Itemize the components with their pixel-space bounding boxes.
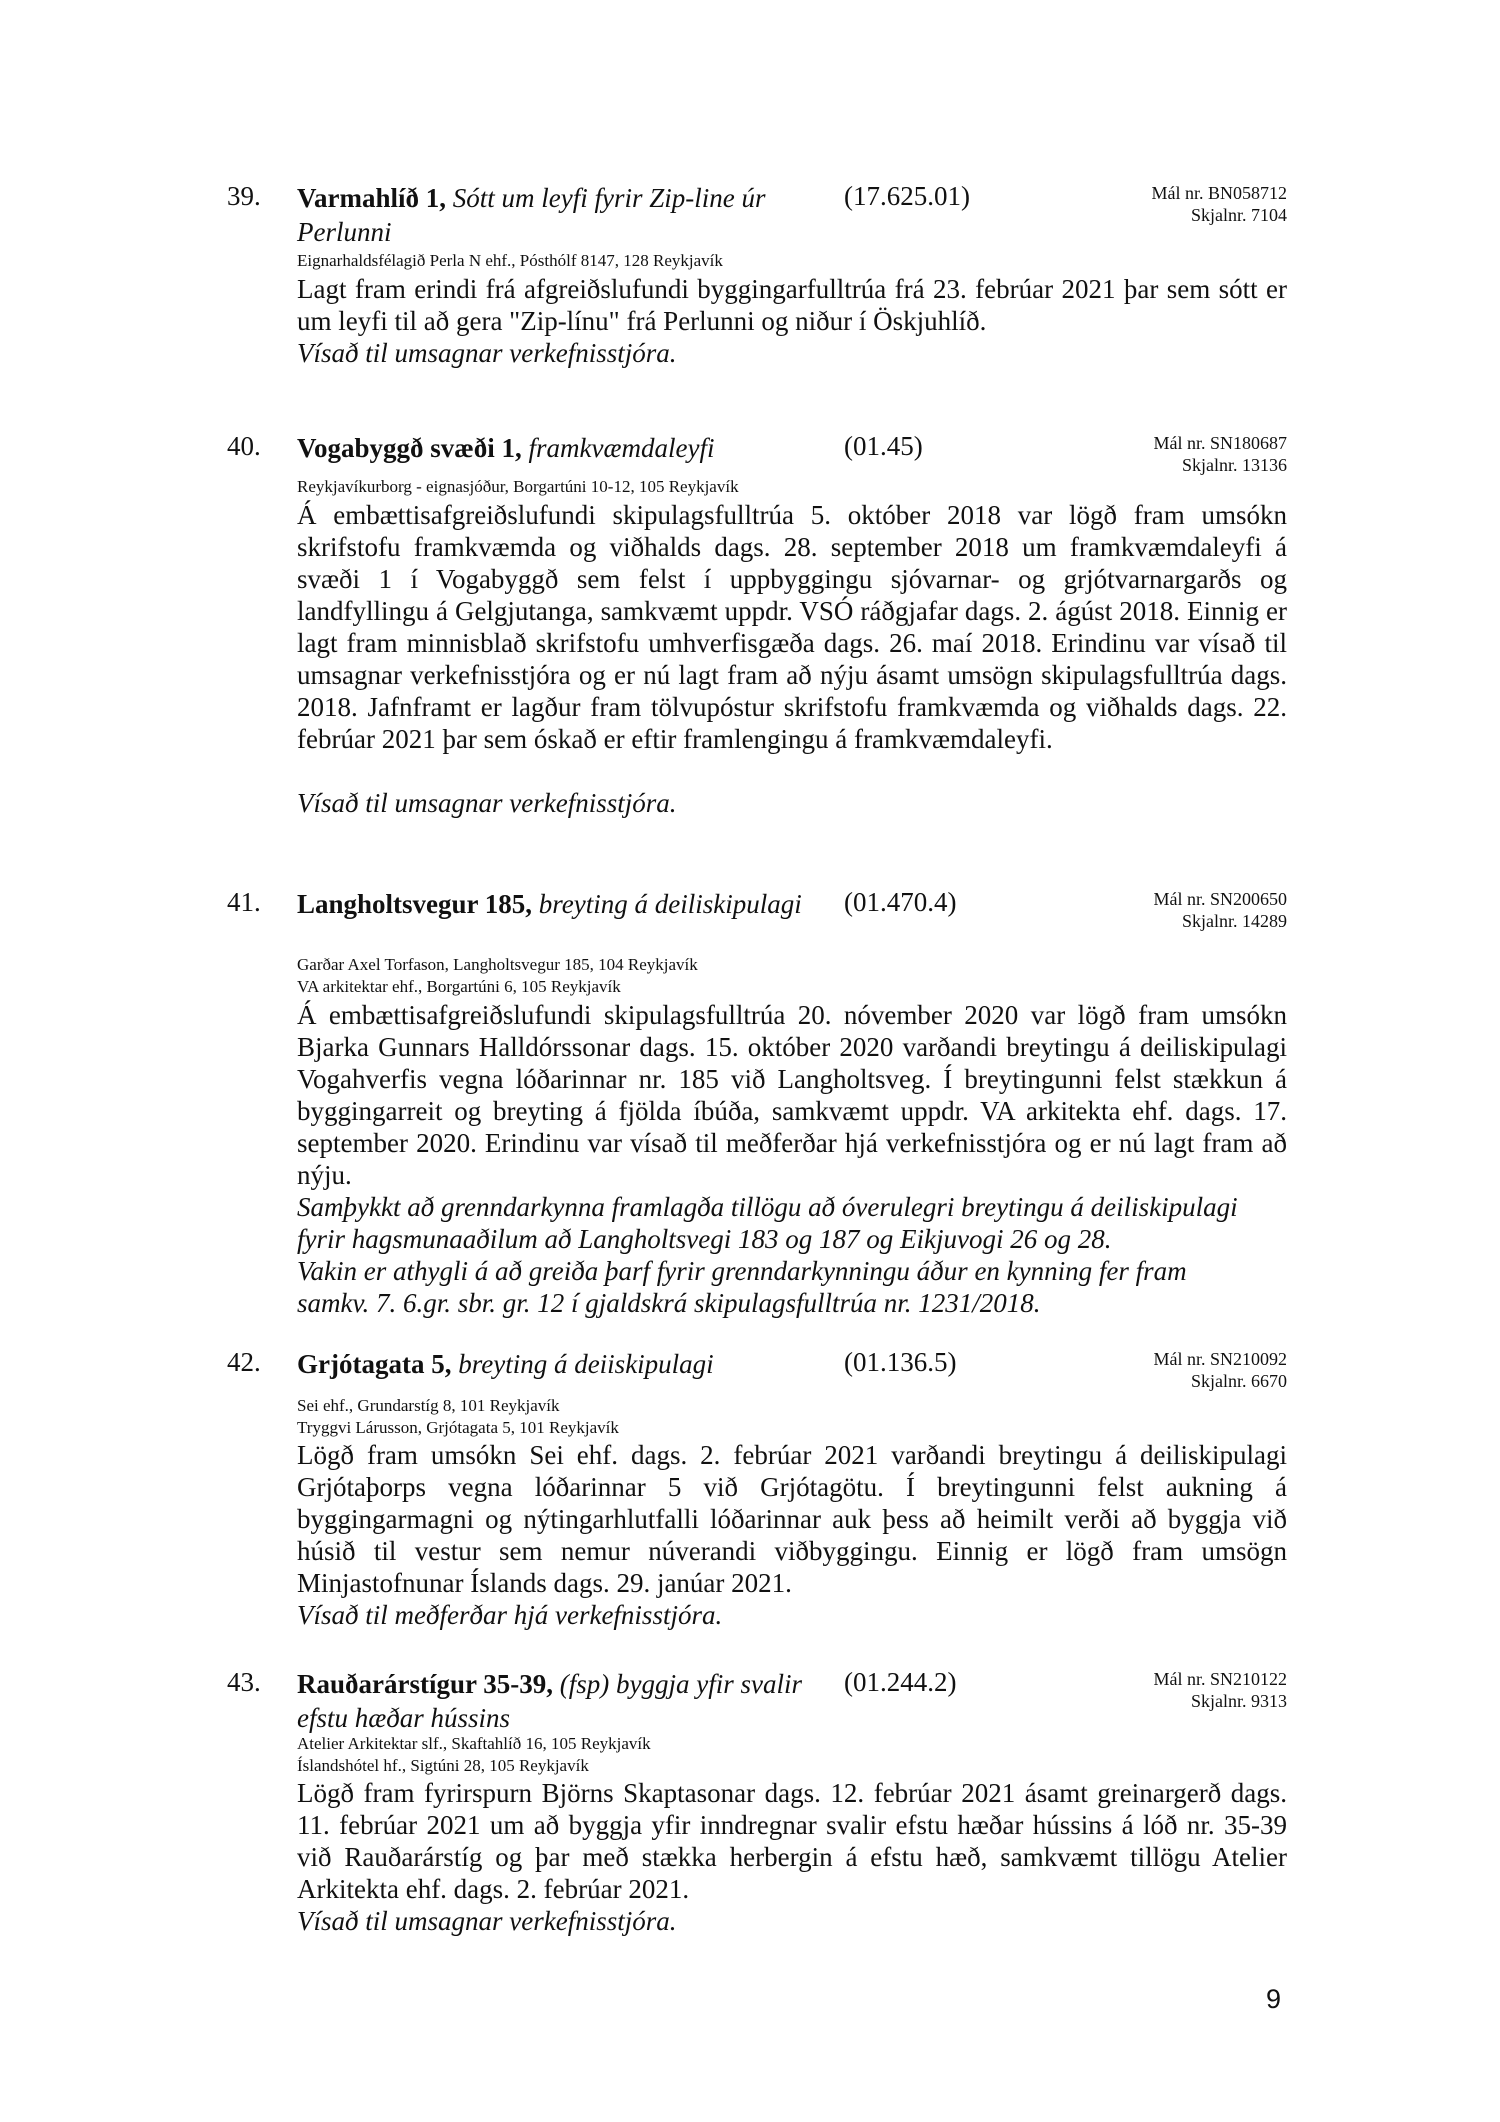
item-conclusion — [297, 1905, 1287, 1937]
item-body: Á embættisafgreiðslufundi skipulagsfulltrúa 20. nóvember 2020 var lögð fram umsókn Bjarka Gunnars Halldórssonar dags. 15. október 2020 varðandi breytingu á deiliskipulagi Vogahverfis vegna lóðarinnar nr. 185 við Langholtsveg. Í breytingunni felst stækkun á byggingarreit og breyting á fjölda íbúða, samkvæmt uppdr. VA arkitekta ehf. dags. 17. september 2020. Erindinu var vísað til meðferðar hjá verkefnisstjóra og er nú lagt fram að nýju. — [297, 1000, 1287, 1190]
item-subtitle: framkvæmdaleyfi — [528, 433, 715, 463]
party-line: Eignarhaldsfélagið Perla N ehf., Pósthólf 8147, 128 Reykjavík — [297, 251, 723, 270]
conclusion-line: Vísað til meðferðar hjá verkefnisstjóra. — [297, 1600, 723, 1630]
party-line: Garðar Axel Torfason, Langholtsvegur 185, 104 Reykjavík — [297, 955, 698, 974]
item-heading — [297, 887, 807, 921]
item-heading — [297, 1667, 807, 1735]
item-number: 42. — [227, 1347, 261, 1377]
party-line: Sei ehf., Grundarstíg 8, 101 Reykjavík — [297, 1396, 560, 1415]
case-number: Mál nr. SN210122 — [1153, 1669, 1287, 1689]
item-title: Langholtsvegur 185, — [297, 889, 533, 919]
item-land-code: (01.244.2) — [844, 1667, 957, 1697]
item-case-meta — [1153, 432, 1287, 476]
party-line: Reykjavíkurborg - eignasjóður, Borgartúni 10-12, 105 Reykjavík — [297, 477, 739, 496]
party-line: VA arkitektar ehf., Borgartúni 6, 105 Reykjavík — [297, 977, 621, 996]
item-title: Rauðarárstígur 35-39, — [297, 1669, 553, 1699]
page-number: 9 — [1266, 1984, 1282, 2014]
item-conclusion — [297, 1599, 1287, 1631]
item-number: 39. — [227, 181, 261, 211]
item-case-meta — [1153, 888, 1287, 932]
item-title: Varmahlíð 1, — [297, 183, 447, 213]
document-number: Skjalnr. 9313 — [1190, 1691, 1287, 1711]
conclusion-line: Samþykkt að grenndarkynna framlagða tillögu að óverulegri breytingu á deiliskipulagi — [297, 1192, 1238, 1222]
item-subtitle: (fsp) byggja yfir svalir efstu hæðar hússins — [297, 1669, 802, 1733]
item-parties — [297, 250, 723, 272]
item-heading — [297, 1347, 807, 1381]
item-land-code: (01.45) — [844, 431, 923, 461]
conclusion-line: fyrir hagsmunaaðilum að Langholtsvegi 183 og 187 og Eikjuvogi 26 og 28. — [297, 1224, 1112, 1254]
item-conclusion — [297, 1191, 1287, 1319]
conclusion-line: Vísað til umsagnar verkefnisstjóra. — [297, 788, 677, 818]
conclusion-line: Vísað til umsagnar verkefnisstjóra. — [297, 1906, 677, 1936]
item-subtitle: breyting á deiliskipulagi — [538, 889, 802, 919]
item-heading — [297, 181, 807, 249]
item-subtitle: breyting á deiiskipulagi — [458, 1349, 714, 1379]
conclusion-line: Vísað til umsagnar verkefnisstjóra. — [297, 338, 677, 368]
item-conclusion — [297, 787, 1287, 819]
item-land-code: (01.136.5) — [844, 1347, 957, 1377]
case-number: Mál nr. BN058712 — [1151, 183, 1287, 203]
item-parties — [297, 1395, 619, 1439]
item-body: Lagt fram erindi frá afgreiðslufundi byggingarfulltrúa frá 23. febrúar 2021 þar sem sótt er um leyfi til að gera "Zip-línu" frá Perlunni og niður í Öskjuhlíð. — [297, 274, 1287, 336]
item-number: 43. — [227, 1667, 261, 1697]
item-conclusion — [297, 337, 1287, 369]
item-body: Lögð fram fyrirspurn Björns Skaptasonar dags. 12. febrúar 2021 ásamt greinargerð dags. 11. febrúar 2021 um að byggja yfir inndregnar svalir efstu hæðar hússins á lóð nr. 35-39 við Rauðarárstíg og þar með stækka herbergin á efstu hæð, samkvæmt tillögu Atelier Arkitekta ehf. dags. 2. febrúar 2021. — [297, 1778, 1287, 1904]
item-parties — [297, 1733, 651, 1777]
document-number: Skjalnr. 6670 — [1190, 1371, 1287, 1391]
item-parties — [297, 476, 739, 498]
conclusion-line: Vakin er athygli á að greiða þarf fyrir grenndarkynningu áður en kynning fer fram — [297, 1256, 1187, 1286]
item-land-code: (01.470.4) — [844, 887, 957, 917]
party-line: Íslandshótel hf., Sigtúni 28, 105 Reykjavík — [297, 1756, 589, 1775]
document-number: Skjalnr. 14289 — [1181, 911, 1287, 931]
item-subtitle: Sótt um leyfi fyrir Zip-line úr Perlunni — [297, 183, 766, 247]
document-number: Skjalnr. 13136 — [1181, 455, 1287, 475]
item-heading — [297, 431, 807, 465]
item-title: Grjótagata 5, — [297, 1349, 452, 1379]
item-parties — [297, 954, 698, 998]
item-body: Lögð fram umsókn Sei ehf. dags. 2. febrúar 2021 varðandi breytingu á deiliskipulagi Grjótaþorps vegna lóðarinnar 5 við Grjótagötu. Í breytingunni felst aukning á byggingarmagni og nýtingarhlutfalli lóðarinnar auk þess að heimilt verði að byggja við húsið til vestur sem nemur núverandi viðbyggingu. Einnig er lögð fram umsögn Minjastofnunar Íslands dags. 29. janúar 2021. — [297, 1440, 1287, 1598]
item-number: 41. — [227, 887, 261, 917]
case-number: Mál nr. SN200650 — [1153, 889, 1287, 909]
item-land-code: (17.625.01) — [844, 181, 970, 211]
item-title: Vogabyggð svæði 1, — [297, 433, 522, 463]
item-case-meta — [1153, 1668, 1287, 1712]
item-case-meta — [1151, 182, 1287, 226]
item-body: Á embættisafgreiðslufundi skipulagsfulltrúa 5. október 2018 var lögð fram umsókn skrifstofu framkvæmda og viðhalds dags. 28. september 2018 um framkvæmdaleyfi á svæði 1 í Vogabyggð sem felst í uppbyggingu sjóvarnar- og grjótvarnargarðs og landfyllingu á Gelgjutanga, samkvæmt uppdr. VSÓ ráðgjafar dags. 2. ágúst 2018. Einnig er lagt fram minnisblað skrifstofu umhverfisgæða dags. 26. maí 2018. Erindinu var vísað til umsagnar verkefnisstjóra og er nú lagt fram að nýju ásamt umsögn skipulagsfulltrúa dags. 2018. Jafnframt er lagður fram tölvupóstur skrifstofu framkvæmda og viðhalds dags. 22. febrúar 2021 þar sem óskað er eftir framlengingu á framkvæmdaleyfi. — [297, 500, 1287, 754]
case-number: Mál nr. SN180687 — [1153, 433, 1287, 453]
party-line: Tryggvi Lárusson, Grjótagata 5, 101 Reykjavík — [297, 1418, 619, 1437]
item-number: 40. — [227, 431, 261, 461]
item-case-meta — [1153, 1348, 1287, 1392]
conclusion-line: samkv. 7. 6.gr. sbr. gr. 12 í gjaldskrá skipulagsfulltrúa nr. 1231/2018. — [297, 1288, 1041, 1318]
party-line: Atelier Arkitektar slf., Skaftahlíð 16, 105 Reykjavík — [297, 1734, 651, 1753]
case-number: Mál nr. SN210092 — [1153, 1349, 1287, 1369]
document-number: Skjalnr. 7104 — [1190, 205, 1287, 225]
